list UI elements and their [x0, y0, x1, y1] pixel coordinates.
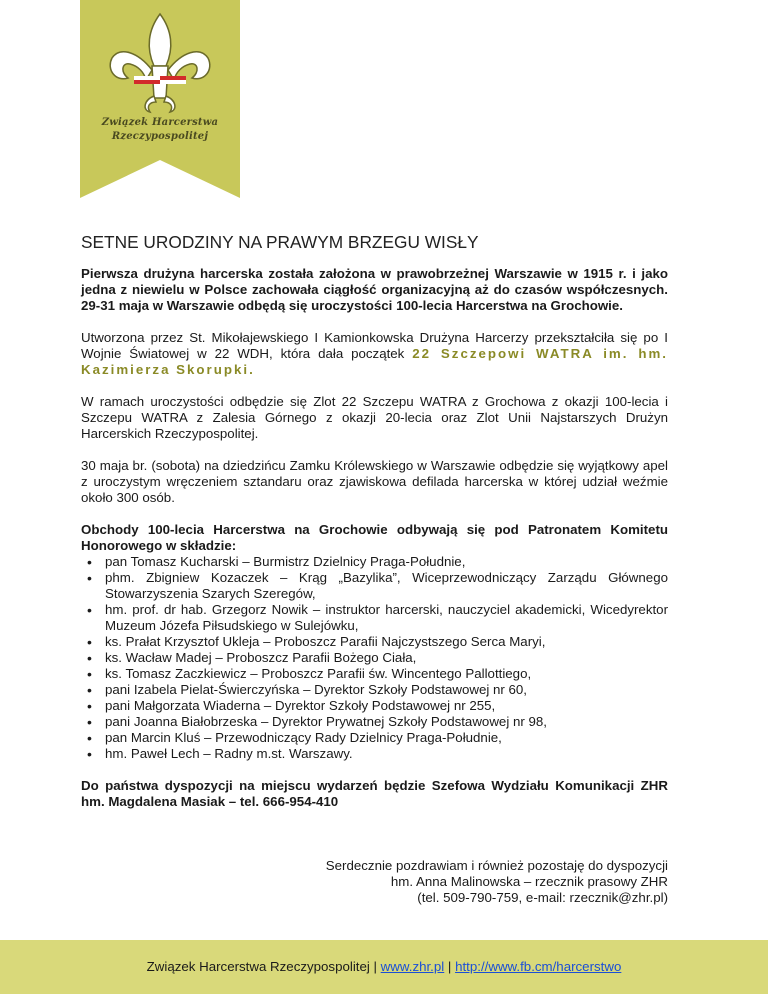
history-end: .: [249, 362, 255, 377]
signature-line1: Serdecznie pozdrawiam i również pozostaję do dyspozycji: [325, 858, 668, 873]
logo-text-line1: Związek Harcerstwa: [101, 117, 219, 128]
list-item: • hm. prof. dr hab. Grzegorz Nowik – instruktor harcerski, nauczyciel akademicki, Wicedyrektor Muzeum Józefa Piłsudskiego w Sulejówku,: [105, 602, 668, 634]
list-item: • ks. Wacław Madej – Proboszcz Parafii Bożego Ciała,: [105, 650, 668, 666]
list-item: • ks. Prałat Krzysztof Ukleja – Proboszcz Parafii Najczystszego Serca Maryi,: [105, 634, 668, 650]
page-footer: [0, 940, 768, 994]
list-item: • pan Marcin Kluś – Przewodniczący Rady Dzielnicy Praga‑Południe,: [105, 730, 668, 746]
list-item: • pani Małgorzata Wiaderna – Dyrektor Szkoły Podstawowej nr 255,: [105, 698, 668, 714]
list-item: • phm. Zbigniew Kozaczek – Krąg „Bazylika”, Wiceprzewodniczący Zarządu Głównego Stowarzyszenia Szarych Szeregów,: [105, 570, 668, 602]
history-paragraph: [81, 330, 668, 378]
history-text: Utworzona przez St. Mikołajewskiego I Kamionkowska Drużyna Harcerzy przekształciła się po I Wojnie Światowej w 22 WDH, która dała początek: [81, 330, 668, 361]
list-item: • pan Tomasz Kucharski – Burmistrz Dzielnicy Praga‑Południe,: [105, 554, 668, 570]
committee-list: [81, 554, 668, 762]
signature-line2: hm. Anna Malinowska – rzecznik prasowy ZHR: [390, 874, 668, 889]
committee-intro: Obchody 100‑lecia Harcerstwa na Grochowie odbywają się pod Patronatem Komitetu Honorowego w składzie:: [81, 522, 668, 553]
list-item: • hm. Paweł Lech – Radny m.st. Warszawy.: [105, 746, 668, 762]
signature-block: [268, 858, 668, 906]
fleur-de-lis-icon: [80, 0, 240, 198]
rally-paragraph: W ramach uroczystości odbędzie się Zlot 22 Szczepu WATRA z Grochowa z okazji 100-lecia i Szczepu WATRA z Zalesia Górnego z okazji 20-lecia oraz Zlot Unii Najstarszych Drużyn Harcerskich Rzeczypospolitej.: [81, 394, 668, 441]
press-release-body: [81, 232, 668, 905]
logo-text-line2: Rzeczypospolitej: [111, 131, 209, 142]
lead-paragraph: Pierwsza drużyna harcerska została założona w prawobrzeżnej Warszawie w 1915 r. i jako jedna z niewielu w Polsce zachowała ciągłość organizacyjną aż do czasów współczesnych. 29-31 maja w Warszawie odbędą się uroczystości 100-lecia Harcerstwa na Grochowie.: [81, 266, 668, 313]
footer-separator: |: [369, 959, 381, 974]
watra-name: 22 Szczepowi WATRA im. hm. Kazimierza Skorupki: [81, 346, 668, 377]
zhr-logo-banner: [80, 0, 240, 198]
zhr-website-link[interactable]: www.zhr.pl: [380, 959, 445, 974]
list-item: • pani Joanna Białobrzeska – Dyrektor Prywatnej Szkoły Podstawowej nr 98,: [105, 714, 668, 730]
list-item: • pani Izabela Pielat-Świerczyńska – Dyrektor Szkoły Podstawowej nr 60,: [105, 682, 668, 698]
ceremony-paragraph: 30 maja br. (sobota) na dziedzińcu Zamku Królewskiego w Warszawie odbędzie się wyjątkowy apel z uroczystym wręczeniem sztandaru oraz zjawiskowa defilada harcerska w której udział weźmie około 300 osób.: [81, 458, 668, 505]
signature-line3: (tel. 509-790-759, e-mail: rzecznik@zhr.pl): [417, 890, 668, 905]
list-item: • ks. Tomasz Zaczkiewicz – Proboszcz Parafii św. Wincentego Pallottiego,: [105, 666, 668, 682]
facebook-link[interactable]: http://www.fb.cm/harcerstwo: [455, 959, 622, 974]
contact-paragraph: Do państwa dyspozycji na miejscu wydarzeń będzie Szefowa Wydziału Komunikacji ZHR hm. Magdalena Masiak – tel. 666-954-410: [81, 778, 668, 809]
footer-org: Związek Harcerstwa Rzeczypospolitej: [146, 959, 370, 974]
page-title: SETNE URODZINY NA PRAWYM BRZEGU WISŁY: [81, 232, 479, 252]
footer-separator: |: [444, 959, 456, 974]
